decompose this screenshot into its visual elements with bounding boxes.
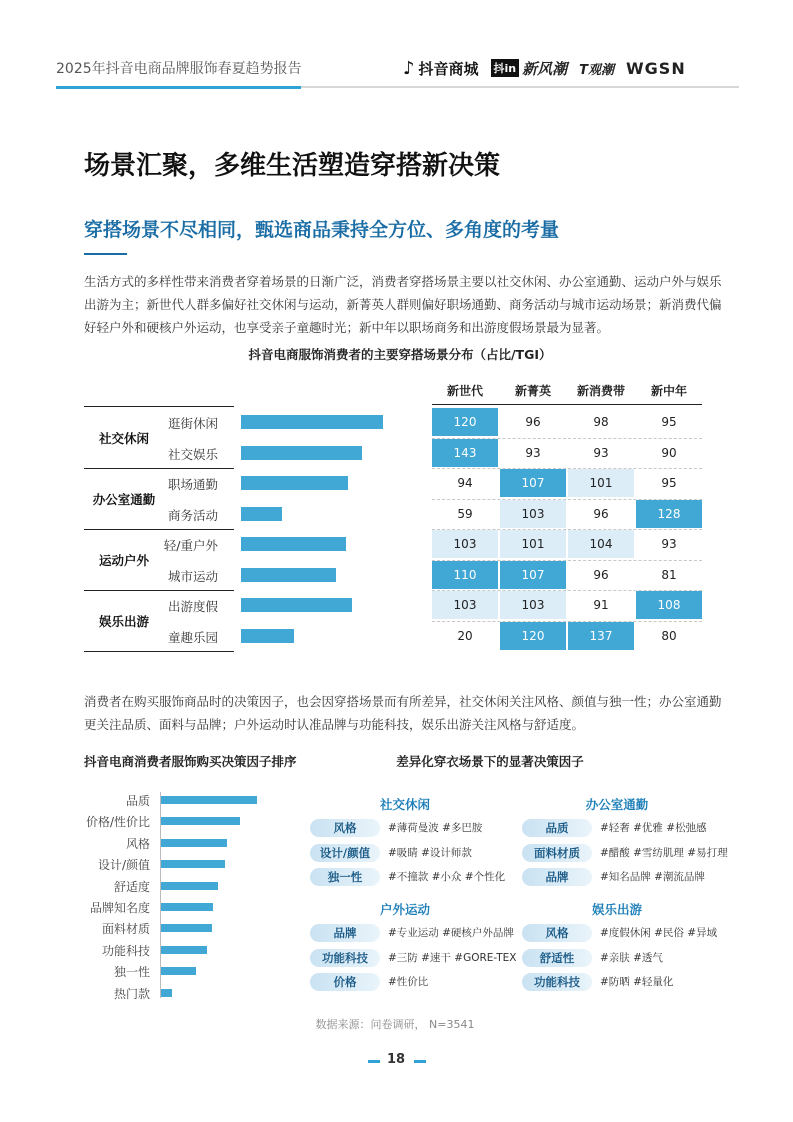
scene-title-3: 娱乐出游: [591, 902, 642, 917]
tgi-cell-0-3: 95: [636, 408, 702, 436]
report-title: 2025年抖音电商品牌服饰春夏趋势报告: [56, 61, 302, 77]
rank-label-2: 风格: [125, 836, 150, 851]
tgi-cell-3-2: 96: [568, 500, 634, 528]
tgi-cell-1-2: 93: [568, 439, 634, 467]
row-label-0: 逛街休闲: [167, 416, 218, 431]
rank-label-6: 面料材质: [101, 922, 150, 937]
group-rule-2: [84, 590, 234, 591]
factor-tags-1-0: #轻奢 #优雅 #松弛感: [600, 822, 707, 834]
factor-pill-2-1: 功能科技: [310, 949, 380, 967]
share-bar-1: [241, 446, 362, 460]
douyin-logo-text: 抖音商城: [418, 59, 479, 78]
tgi-cell-5-1: 107: [500, 561, 566, 589]
scene-title-1: 办公室通勤: [585, 797, 649, 812]
tgi-cell-0-0: 120: [432, 408, 498, 436]
factor-pill-1-1: 面料材质: [522, 844, 592, 862]
douyin-logo: [403, 58, 479, 79]
rank-bar-6: [161, 924, 212, 932]
group-label-3: 娱乐出游: [98, 613, 149, 629]
row-label-7: 童趣乐园: [167, 629, 218, 645]
tgi-cell-4-3: 93: [636, 530, 702, 558]
factor-pill-3-0: 风格: [522, 924, 592, 942]
rank-bar-8: [161, 967, 196, 975]
factor-tags-3-1: #亲肤 #透气: [600, 951, 663, 964]
row-label-1: 社交娱乐: [167, 446, 218, 462]
rank-bar-1: [161, 817, 240, 825]
page-number: 18: [386, 1052, 406, 1067]
share-bar-7: [241, 629, 294, 643]
tgi-cell-5-3: 81: [636, 561, 702, 589]
rank-bar-7: [161, 946, 207, 954]
factor-tags-2-1: #三防 #速干 #GORE-TEX: [388, 951, 517, 964]
tgi-cell-4-0: 103: [432, 530, 498, 558]
factor-tags-3-0: #度假休闲 #民俗 #异域: [600, 927, 718, 939]
share-bar-6: [241, 598, 352, 612]
rank-bar-0: [161, 796, 257, 804]
factor-tags-1-1: #醋酸 #雪纺肌理 #易打理: [600, 846, 728, 859]
tgi-cell-3-0: 59: [432, 500, 498, 528]
share-bar-0: [241, 415, 383, 429]
partner-logos: [403, 56, 739, 80]
xinfengchao-logo-box: 抖in: [491, 59, 520, 77]
tgi-cell-6-0: 103: [432, 591, 498, 619]
tgi-cell-5-2: 96: [568, 561, 634, 589]
header-accent-bar: [56, 86, 301, 89]
subtitle: 穿搭场景不尽相同，甄选商品秉持全方位、多角度的考量: [84, 219, 560, 241]
factor-tags-2-2: #性价比: [388, 976, 429, 988]
factor-tags-0-1: #吸睛 #设计师款: [388, 846, 472, 859]
factor-pill-1-0: 品质: [522, 819, 592, 837]
factor-tags-2-0: #专业运动 #硬核户外品牌: [388, 927, 514, 939]
tgi-cell-6-1: 103: [500, 591, 566, 619]
factor-pill-0-2: 独一性: [310, 868, 380, 886]
page-number-dash-right: [414, 1060, 426, 1063]
rank-label-7: 功能科技: [101, 943, 150, 958]
col-header-3: 新中年: [650, 384, 687, 398]
scene-title-0: 社交休闲: [379, 797, 430, 812]
tgi-cell-3-3: 128: [636, 500, 702, 528]
factor-pill-3-2: 功能科技: [522, 973, 592, 991]
factor-pill-0-0: 风格: [310, 819, 380, 837]
scene-title-2: 户外运动: [379, 902, 430, 917]
col-header-2: 新消费带: [576, 384, 625, 398]
tgi-cell-3-1: 103: [500, 500, 566, 528]
group-rule-1: [84, 529, 234, 530]
rank-bar-2: [161, 839, 227, 847]
douyin-note-icon: ♪: [403, 57, 415, 79]
rank-label-5: 品牌知名度: [89, 901, 150, 915]
intro-paragraph: 生活方式的多样性带来消费者穿着场景的日渐广泛，消费者穿搭场景主要以社交休闲、办公室通勤、运动户外与娱乐出游为主；新世代人群多偏好社交休闲与运动，新菁英人群则偏好职场通勤、商务活动与城市运动场景；新消费代偏好轻户外和硬核户外运动，也享受亲子童趣时光；新中年以职场商务和出游度假场景最为显著。: [84, 274, 722, 335]
factor-pill-0-1: 设计/颜值: [310, 844, 380, 862]
rank-bar-9: [161, 989, 172, 997]
share-bar-5: [241, 568, 336, 582]
tgi-cell-5-0: 110: [432, 561, 498, 589]
tgi-cell-4-1: 101: [500, 530, 566, 558]
group-rule-3: [84, 651, 234, 652]
tgi-cell-0-2: 98: [568, 408, 634, 436]
rank-bar-4: [161, 882, 218, 890]
tgi-cell-6-3: 108: [636, 591, 702, 619]
data-source: 数据来源：问卷调研， N=3541: [315, 1018, 475, 1031]
tguanchao-logo: T观潮: [579, 62, 615, 78]
rank-label-4: 舒适度: [113, 879, 150, 894]
col-header-0: 新世代: [446, 384, 483, 398]
tgi-cell-4-2: 104: [568, 530, 634, 558]
tgi-cell-2-2: 101: [568, 469, 634, 497]
tgi-cell-7-2: 137: [568, 622, 634, 650]
group-label-1: 办公室通勤: [92, 491, 156, 507]
decision-paragraph: 消费者在购买服饰商品时的决策因子，也会因穿搭场景而有所差异，社交休闲关注风格、颜值与独一性；办公室通勤更关注品质、面料与品牌；户外运动时认准品牌与功能科技，娱乐出游关注风格与舒适度。: [84, 694, 722, 732]
tgi-cell-2-1: 107: [500, 469, 566, 497]
tgi-cell-1-0: 143: [432, 439, 498, 467]
subtitle-underline: [84, 253, 127, 255]
scene-factors-title: 差异化穿衣场景下的显著决策因子: [396, 754, 584, 769]
rank-label-3: 设计/颜值: [97, 858, 150, 873]
tgi-cell-1-3: 90: [636, 439, 702, 467]
tgi-cell-2-3: 95: [636, 469, 702, 497]
rank-bar-5: [161, 903, 213, 911]
col-header-1: 新菁英: [514, 384, 551, 398]
decision-ranking-title: 抖音电商消费者服饰购买决策因子排序: [84, 754, 297, 769]
scene-distribution-title: 抖音电商服饰消费者的主要穿搭场景分布（占比/TGI）: [248, 347, 552, 362]
row-label-5: 城市运动: [167, 568, 218, 584]
factor-pill-2-0: 品牌: [310, 924, 380, 942]
row-label-3: 商务活动: [167, 507, 218, 523]
group-label-0: 社交休闲: [98, 430, 149, 446]
xinfengchao-logo: [491, 58, 568, 79]
rank-label-1: 价格/性价比: [85, 815, 150, 830]
rank-label-8: 独一性: [113, 965, 150, 980]
share-bar-2: [241, 476, 348, 490]
table-header-rule: [432, 404, 702, 405]
wgsn-logo: WGSN: [626, 58, 686, 78]
tgi-cell-6-2: 91: [568, 591, 634, 619]
section-title: 场景汇聚，多维生活塑造穿搭新决策: [84, 151, 501, 181]
row-label-4: 轻/重户外: [163, 538, 218, 553]
share-bar-4: [241, 537, 346, 551]
tgi-cell-7-0: 20: [432, 622, 498, 650]
factor-pill-2-2: 价格: [310, 973, 380, 991]
tgi-cell-2-0: 94: [432, 469, 498, 497]
rank-label-9: 热门款: [113, 986, 150, 1001]
group-rule-0: [84, 468, 234, 469]
factor-tags-0-2: #不撞款 #小众 #个性化: [388, 871, 506, 883]
share-bar-3: [241, 507, 282, 521]
group-rule-top: [84, 406, 234, 407]
row-label-2: 职场通勤: [167, 477, 218, 492]
rank-bar-3: [161, 860, 225, 868]
factor-pill-3-1: 舒适性: [522, 949, 592, 967]
factor-pill-1-2: 品牌: [522, 868, 592, 886]
rank-label-0: 品质: [125, 794, 150, 808]
tgi-cell-7-1: 120: [500, 622, 566, 650]
xinfengchao-logo-text: 新风潮: [522, 59, 568, 78]
tgi-cell-0-1: 96: [500, 408, 566, 436]
factor-tags-1-2: #知名品牌 #潮流品牌: [600, 871, 705, 883]
factor-tags-0-0: #薄荷曼波 #多巴胺: [388, 822, 483, 834]
row-label-6: 出游度假: [167, 599, 218, 614]
tgi-cell-1-1: 93: [500, 439, 566, 467]
tgi-cell-7-3: 80: [636, 622, 702, 650]
factor-tags-3-2: #防晒 #轻量化: [600, 976, 674, 988]
group-label-2: 运动户外: [98, 552, 149, 568]
